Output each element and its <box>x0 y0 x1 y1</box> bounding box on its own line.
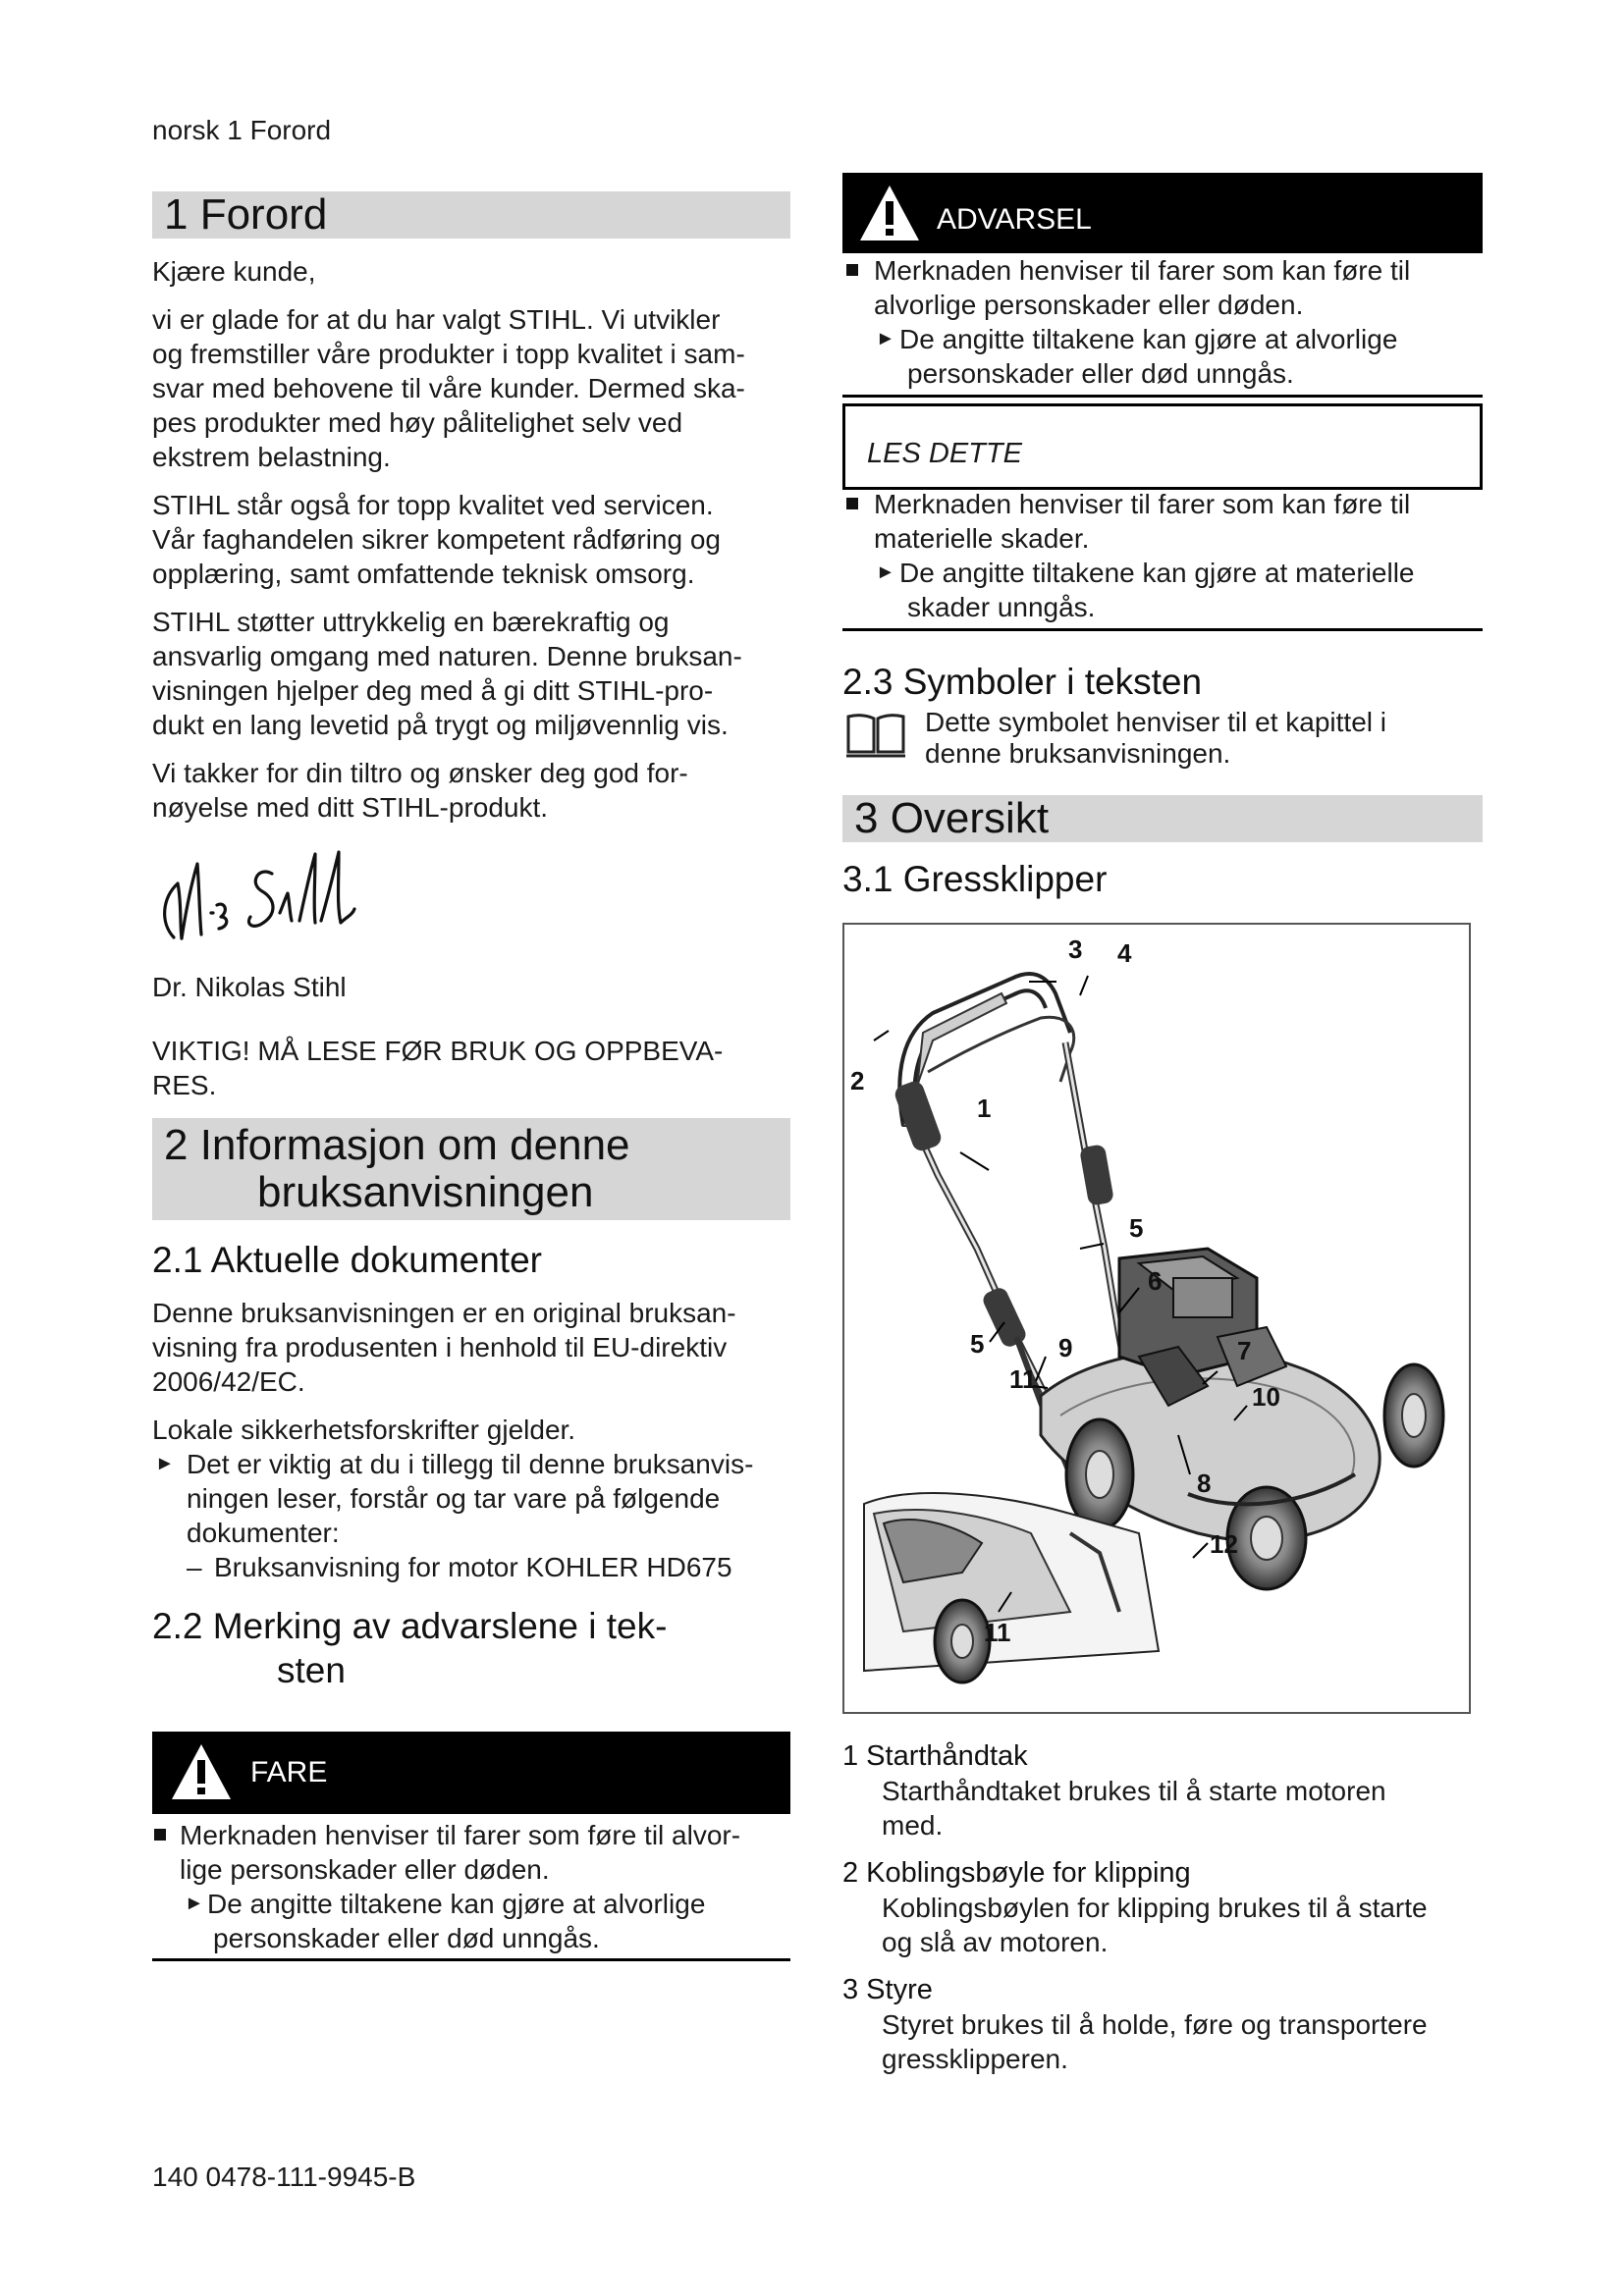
line: Starthåndtaket brukes til å starte motoren <box>882 1776 1386 1806</box>
intro-paragraph-1 <box>152 302 790 474</box>
warning-triangle-icon <box>858 182 921 244</box>
line: svar med behovene til våre kunder. Dermed ska- <box>152 373 745 403</box>
step-arrow-icon: ► <box>876 328 895 349</box>
advarsel-bullet <box>842 253 1483 322</box>
line: vi er glade for at du har valgt STIHL. Vi utvikler <box>152 304 721 335</box>
fare-label: FARE <box>250 1756 328 1789</box>
line: alvorlige personskader eller døden. <box>874 290 1304 320</box>
bullet-square-icon <box>846 264 858 276</box>
warning-triangle-icon <box>170 1740 233 1803</box>
title-line: 2 Informasjon om denne <box>164 1121 630 1169</box>
step-arrow-icon: ► <box>185 1893 204 1914</box>
section-3-title: 3 Oversikt <box>842 795 1483 842</box>
s21-dash-item <box>187 1550 790 1584</box>
fare-bullet <box>152 1818 790 1887</box>
line: Koblingsbøylen for klipping brukes til å starte <box>882 1893 1428 1923</box>
line: 2006/42/EC. <box>152 1366 305 1397</box>
dash-marker: – <box>187 1552 202 1582</box>
les-dette-step <box>842 556 1483 624</box>
line: Det er viktig at du i tillegg til denne bruksanvis- <box>187 1449 754 1479</box>
callout-label: 5 <box>1129 1213 1144 1243</box>
callout-label: 11 <box>984 1618 1011 1647</box>
signature-image <box>152 844 388 952</box>
les-dette-content <box>842 487 1483 624</box>
line: gressklipperen. <box>882 2044 1068 2074</box>
line: dokumenter: <box>187 1518 340 1548</box>
line: lige personskader eller døden. <box>180 1854 550 1885</box>
callout-label: 8 <box>1197 1468 1212 1498</box>
legend-item <box>842 1739 1481 1842</box>
callout-label: 4 <box>1117 938 1132 968</box>
bullet-square-icon <box>154 1829 166 1841</box>
callout-label: 3 <box>1068 934 1083 964</box>
lawn-mower-illustration <box>844 925 1469 1712</box>
line: Merknaden henviser til farer som kan føre til <box>874 255 1411 286</box>
subsection-2-1-title: 2.1 Aktuelle dokumenter <box>152 1240 542 1280</box>
callout-label: 10 <box>1252 1382 1280 1412</box>
s21-paragraph-2: Lokale sikkerhetsforskrifter gjelder. <box>152 1415 576 1445</box>
line: Bruksanvisning for motor KOHLER HD675 <box>214 1552 732 1582</box>
s23-text <box>925 707 1475 770</box>
legend-item <box>842 1973 1481 2076</box>
line: ansvarlig omgang med naturen. Denne bruksan- <box>152 641 742 671</box>
subsection-3-1-title: 3.1 Gressklipper <box>842 859 1108 899</box>
important-notice <box>152 1034 790 1102</box>
mower-figure <box>842 923 1471 1714</box>
line: ningen leser, forstår og tar vare på følgende <box>187 1483 721 1514</box>
section-1-title: 1 Forord <box>152 191 790 239</box>
callout-label: 1 <box>977 1094 992 1123</box>
s21-paragraph-1 <box>152 1296 790 1399</box>
fare-banner <box>152 1732 790 1814</box>
les-dette-box <box>842 403 1483 490</box>
callout-label: 6 <box>1148 1266 1163 1296</box>
line: Denne bruksanvisningen er en original bruksan- <box>152 1298 736 1328</box>
line: denne bruksanvisningen. <box>925 738 1231 769</box>
legend-heading: 1 Starthåndtak <box>842 1740 1028 1772</box>
line: nøyelse med ditt STIHL-produkt. <box>152 792 549 823</box>
greeting: Kjære kunde, <box>152 256 316 287</box>
line: dukt en lang levetid på trygt og miljøvennlig vis. <box>152 710 729 740</box>
left-column <box>152 191 790 1692</box>
callout-label: 9 <box>1058 1333 1073 1362</box>
fare-content <box>152 1818 790 1955</box>
callout-label: 5 <box>970 1329 985 1359</box>
advarsel-content <box>842 253 1483 391</box>
line: STIHL støtter uttrykkelig en bærekraftig og <box>152 607 670 637</box>
line: personskader eller død unngås. <box>907 358 1294 389</box>
line: visning fra produsenten i henhold til EU-direktiv <box>152 1332 728 1362</box>
fare-bottom-rule <box>152 1958 790 1961</box>
signature-name: Dr. Nikolas Stihl <box>152 972 347 1002</box>
fare-step <box>152 1887 790 1955</box>
bullet-square-icon <box>846 498 858 509</box>
line: og slå av motoren. <box>882 1927 1109 1957</box>
callout-label: 12 <box>1210 1529 1238 1559</box>
line: ekstrem belastning. <box>152 442 391 472</box>
line: Vi takker for din tiltro og ønsker deg god for- <box>152 758 688 788</box>
legend-heading: 2 Koblingsbøyle for klipping <box>842 1857 1191 1889</box>
line: opplæring, samt omfattende teknisk omsorg. <box>152 559 695 589</box>
legend <box>842 1739 1481 2076</box>
line: Dette symbolet henviser til et kapittel i <box>925 707 1386 737</box>
advarsel-label: ADVARSEL <box>937 203 1092 236</box>
line: De angitte tiltakene kan gjøre at alvorlige <box>207 1889 706 1919</box>
book-icon <box>844 709 907 760</box>
line: Styret brukes til å holde, føre og transportere <box>882 2009 1428 2040</box>
line: skader unngås. <box>907 592 1096 622</box>
callout-label: 7 <box>1237 1336 1252 1365</box>
les-dette-bottom-rule <box>842 628 1483 631</box>
callout-label: 2 <box>850 1066 865 1095</box>
line: og fremstiller våre produkter i topp kvalitet i sam- <box>152 339 745 369</box>
line: Merknaden henviser til farer som kan føre til <box>874 489 1411 519</box>
intro-paragraph-3 <box>152 605 790 742</box>
line: pes produkter med høy pålitelighet selv ved <box>152 407 683 438</box>
line: med. <box>882 1810 944 1841</box>
step-arrow-icon: ► <box>876 561 895 583</box>
title-line: bruksanvisningen <box>257 1168 594 1216</box>
footer-doc-number: 140 0478-111-9945-B <box>152 2162 416 2192</box>
title-line: sten <box>277 1650 346 1690</box>
line: personskader eller død unngås. <box>213 1923 600 1953</box>
advarsel-step <box>842 322 1483 391</box>
running-title: norsk 1 Forord <box>152 115 332 145</box>
line: materielle skader. <box>874 523 1090 554</box>
subsection-2-2-title <box>152 1604 790 1692</box>
callout-label: 11 <box>1009 1364 1037 1394</box>
legend-item <box>842 1856 1481 1959</box>
les-dette-label: LES DETTE <box>867 438 1022 469</box>
line: Merknaden henviser til farer som føre til alvor- <box>180 1820 741 1850</box>
line: visningen hjelper deg med å gi ditt STIHL-pro- <box>152 675 714 706</box>
intro-paragraph-2 <box>152 488 790 591</box>
legend-heading: 3 Styre <box>842 1974 933 2005</box>
line: De angitte tiltakene kan gjøre at materielle <box>899 558 1415 588</box>
les-dette-bullet <box>842 487 1483 556</box>
line: RES. <box>152 1070 217 1100</box>
line: STIHL står også for topp kvalitet ved servicen. <box>152 490 714 520</box>
step-arrow-icon: ► <box>155 1453 175 1474</box>
line: De angitte tiltakene kan gjøre at alvorlige <box>899 324 1398 354</box>
advarsel-bottom-rule <box>842 395 1483 398</box>
s21-step <box>152 1447 790 1584</box>
line: VIKTIG! MÅ LESE FØR BRUK OG OPPBEVA- <box>152 1036 724 1066</box>
title-line: 2.2 Merking av advarslene i tek- <box>152 1606 668 1646</box>
line: Vår faghandelen sikrer kompetent rådføring og <box>152 524 721 555</box>
intro-paragraph-4 <box>152 756 790 825</box>
section-2-title <box>152 1118 790 1220</box>
advarsel-banner <box>842 173 1483 253</box>
subsection-2-3-title: 2.3 Symboler i teksten <box>842 662 1203 702</box>
